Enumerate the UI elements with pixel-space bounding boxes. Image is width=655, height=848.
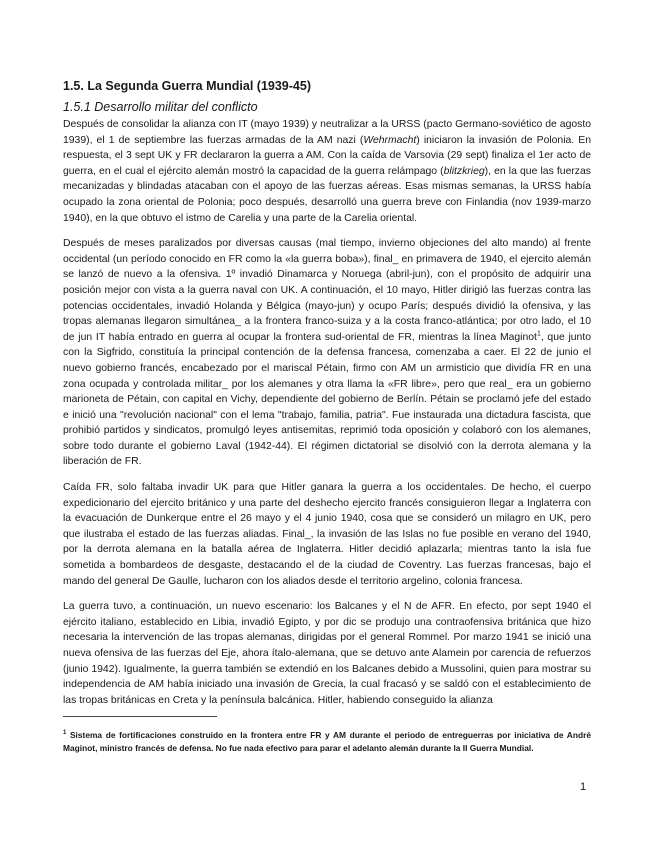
footnote [63, 729, 591, 754]
page-body [63, 78, 591, 718]
paragraph-2-text-b: , que junto con la Sigfrido, constituía la principal contención de la defensa francesa, comenzaba a caer. El 22 de junio el nuevo gobierno francés, encabezado por el mariscal Pétain, firmo con AM un armisticio que dividía FR en una zona ocupada y controlada militar_ por los alemanes y otra llama la «FR libre», pero que real_ era un gobierno marioneta de Pétain, con capital en Vichy, dependiente del gobierno de Berlín. Pétain se proclamó jefe del estado e inició una "revolución nacional" con el lema "trabajo, familia, patria". Fue instaurada una dictadura fascista, que prohibió partidos y sindicatos, promulgó leyes antisemitas, reprimió toda oposición y colaboró con los alemanes, sobre todo durante el gobierno Laval (1942-44). El régimen dictatorial se disolvió con la derrota alemana y la liberación de FR. [63, 331, 591, 468]
footnote-marker: 1 [63, 730, 67, 737]
paragraph-2-text-a: Después de meses paralizados por diversas causas (mal tiempo, invierno objeciones del alto mando) al frente occidental (un período conocido en FR como la «la guerra boba»), final_ en primavera de 1940, el ejercito alemán se lanzó de nuevo a la ofensiva. 1º invadió Dinamarca y Noruega (abril-jun), con el propósito de adquirir una posición mejor con vista a la guerra naval con UK. A continuación, el 10 mayo, Hitler dirigió las fuerzas contra las potencias occidentales, invadió Holanda y Bélgica (mayo-jun) y ocupo París; después dividió la ofensiva, y las tropas alemanas llegaron simultánea_ a la frontera franco-suiza y a la costa franco-atlántica; por otro lado, el 10 de jun IT había entrado en guerra al ocupar la frontera sud-oriental de FR, mientras la línea Maginot [63, 238, 591, 343]
section-heading: 1.5. La Segunda Guerra Mundial (1939-45) [63, 79, 311, 93]
paragraph-3: Caída FR, solo faltaba invadir UK para que Hitler ganara la guerra a los occidentales. De hecho, el cuerpo expedicionario del ejercito británico y una parte del deshecho ejercito francés consiguieron llegar a Inglaterra con la evacuación de Dunkerque entre el 26 mayo y el 4 junio 1940, cosa que se consideró un milagro en UK, pero que ilustraba el estado de las fuerzas aliadas. Final_, la invasión de las Islas no fue posible en verano del 1940, por la derrota alemana en la batalla aérea de Inglaterra. Hitler decidió aplazarla; mientras tanto la isla fue sometida a bombardeos de desgaste, destacando el de la ciudad de Coventry. Las fuerzas francesas, bajo el mando del general De Gaulle, lucharon con los aliados desde el territorio argelino, colonia francesa. [63, 482, 591, 587]
footnote-separator [63, 716, 217, 717]
paragraph-4: La guerra tuvo, a continuación, un nuevo escenario: los Balcanes y el N de AFR. En efecto, por sept 1940 el ejército italiano, establecido en Libia, invadió Egipto, y por dic se produjo una contraofensiva británica que hizo necesaria la intervención de las tropas alemanas, dirigidas por el general Rommel. Por marzo 1941 se inició una nueva ofensiva de las fuerzas del Eje, ahora ítalo-alemana, que se detuvo ante Alamein por carencia de refuerzos (junio 1942). Igualmente, la guerra también se extendió en los Balcanes debido a Mussolini, quien para mostrar su independencia de AM había iniciado una invasión de Grecia, la cual fracasó y se saldó con el establecimiento de las tropas británicas en Creta y la península balcánica. Hitler, habiendo conseguido la alianza [63, 601, 591, 706]
paragraph-2 [63, 236, 591, 470]
wehrmacht-term: Wehrmacht [363, 134, 417, 146]
paragraph-1-text-a: Después de consolidar la alianza con IT (mayo 1939) y neutralizar a la URSS (pacto Germano-soviético de agosto 1939), el 1 de septiembre las fuerzas armadas de la AM nazi ( [63, 119, 591, 146]
paragraph-1-text-b: ) iniciaron la invasión de Polonia. En respuesta, el 3 sept UK y FR declararon la guerra a AM. Con la caída de Varsovia (29 sept) finaliza el 1er acto de guerra, en el cual el ejército alemán mostró la capacidad de la guerra relámpago ( [63, 134, 591, 177]
subsection-heading: 1.5.1 Desarrollo militar del conflicto [63, 100, 258, 114]
page-number: 1 [580, 781, 587, 793]
blitzkrieg-term: blitzkrieg [443, 165, 485, 177]
paragraph-1-text-c: ), en la que las fuerzas mecanizadas y blindadas atacaban con el apoyo de las fuerzas aéreas. Esas mismas semanas, la URSS había ocupado la zona oriental de Polonia; poco después, desarrolló una guerra breve con Finlandia (nov 1939-marzo 1940), en la que obtuvo el istmo de Carelia y una parte de la Carelia oriental. [63, 165, 591, 224]
paragraph-1 [63, 117, 591, 226]
footnote-text: Sistema de fortificaciones construido en la frontera entre FR y AM durante el periodo de entreguerras por iniciativa de André Maginot, ministro francés de defensa. No fue nada efectivo para parar el adelanto alemán durante la II Guerra Mundial. [63, 730, 591, 753]
footnote-reference[interactable]: 1 [536, 330, 541, 338]
